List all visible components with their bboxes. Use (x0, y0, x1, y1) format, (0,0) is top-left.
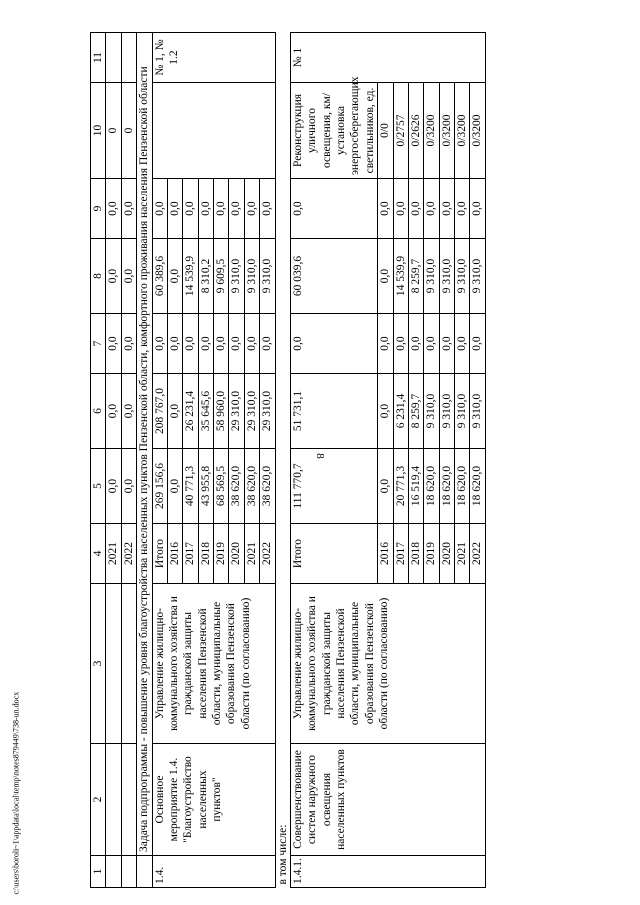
table-cell: 0,0 (198, 179, 213, 239)
table-cell: 18 620,0 (424, 449, 439, 524)
table-cell: 0,0 (183, 314, 198, 374)
table-cell: 38 620,0 (260, 449, 275, 524)
table-cell: 0,0 (152, 179, 167, 239)
table-cell: 2016 (378, 524, 393, 584)
table-cell: 6 231,4 (393, 374, 408, 449)
table-cell: 9 310,0 (439, 239, 454, 314)
task-heading-row (137, 33, 152, 888)
column-number: 2 (91, 744, 106, 856)
table-row (106, 33, 121, 888)
table-cell: 0,0 (470, 179, 485, 239)
table-cell: 2021 (455, 524, 470, 584)
table-cell: 0,0 (121, 239, 136, 314)
table-cell: 0/3200 (455, 83, 470, 179)
table-cell: 0,0 (424, 179, 439, 239)
section-row (275, 33, 290, 888)
table-cell: 2022 (121, 524, 136, 584)
table-cell: 0,0 (455, 314, 470, 374)
item-number: 1.4.1. (290, 856, 485, 888)
empty-cell (106, 744, 121, 856)
table-cell: 0,0 (378, 449, 393, 524)
table-cell: 8 259,7 (408, 374, 423, 449)
table-cell: 0,0 (121, 449, 136, 524)
table-cell: 208 767,0 (152, 374, 167, 449)
table-cell: 9 310,0 (260, 239, 275, 314)
table-cell: 0,0 (260, 314, 275, 374)
table-cell: 9 310,0 (439, 374, 454, 449)
table-cell: 2022 (260, 524, 275, 584)
table-row (121, 33, 136, 888)
table-cell: 269 156,6 (152, 449, 167, 524)
table-row (152, 33, 167, 888)
table-cell: 2019 (424, 524, 439, 584)
table-cell: 9 609,5 (214, 239, 229, 314)
table-cell: 111 770,7 (290, 449, 377, 524)
table-cell: 68 569,5 (214, 449, 229, 524)
table-cell: 0/2626 (408, 83, 423, 179)
empty-cell (121, 33, 136, 83)
table-cell: 60 039,6 (290, 239, 377, 314)
table-cell: 0,0 (121, 374, 136, 449)
table-cell: 0/3200 (424, 83, 439, 179)
link-cell: № 1, № 1.2 (152, 33, 275, 83)
table-cell: 8 310,2 (198, 239, 213, 314)
table-cell: 0,0 (167, 179, 182, 239)
program-table (90, 32, 486, 888)
table-cell: 0,0 (378, 179, 393, 239)
table-cell: 2018 (198, 524, 213, 584)
table-cell: 60 389,6 (152, 239, 167, 314)
table-cell: 0,0 (290, 179, 377, 239)
page-number: 8 (314, 453, 326, 459)
column-number: 11 (91, 33, 106, 83)
table-cell: 35 645,6 (198, 374, 213, 449)
table-cell: 0,0 (393, 179, 408, 239)
table-cell: 14 539,9 (393, 239, 408, 314)
table-cell: 0,0 (439, 179, 454, 239)
column-number: 10 (91, 83, 106, 179)
column-number: 6 (91, 374, 106, 449)
table-cell: 0,0 (229, 179, 244, 239)
table-cell: Итого (152, 524, 167, 584)
table-cell: 38 620,0 (244, 449, 259, 524)
table-cell: 0 (121, 83, 136, 179)
section-label: в том числе: (275, 33, 290, 888)
table-cell: 51 731,1 (290, 374, 377, 449)
table-cell: 0,0 (183, 179, 198, 239)
table-cell: 0,0 (214, 314, 229, 374)
file-path: c:\users\boroli~1\appdata\local\temp\notes879449\738-un.docx (11, 691, 21, 895)
table-cell: 0/2757 (393, 83, 408, 179)
table-cell: 0,0 (424, 314, 439, 374)
table-cell: 8 259,7 (408, 239, 423, 314)
empty-cell (106, 856, 121, 888)
table-cell: Итого (290, 524, 377, 584)
table-cell: 0 (106, 83, 121, 179)
table-cell: 0,0 (378, 239, 393, 314)
table-cell: 0,0 (106, 374, 121, 449)
table-cell: 0,0 (106, 239, 121, 314)
empty-cell (106, 33, 121, 83)
table-cell: 0,0 (455, 179, 470, 239)
table-cell: 0,0 (408, 314, 423, 374)
table-cell: 0,0 (378, 374, 393, 449)
table-cell: 0,0 (152, 314, 167, 374)
table-cell: 0,0 (290, 314, 377, 374)
empty-cell (121, 856, 136, 888)
table-cell: 0,0 (167, 314, 182, 374)
table-cell: 0,0 (167, 239, 182, 314)
table-cell: 0/0 (378, 83, 393, 179)
table-cell: 58 960,0 (214, 374, 229, 449)
table-cell: 2017 (393, 524, 408, 584)
table-cell: 2021 (106, 524, 121, 584)
table-cell: 0,0 (121, 179, 136, 239)
table-cell: 2016 (167, 524, 182, 584)
table-cell: 0/3200 (439, 83, 454, 179)
table-cell: 9 310,0 (244, 239, 259, 314)
table-cell: 0,0 (393, 314, 408, 374)
table-cell: 9 310,0 (229, 239, 244, 314)
column-number: 4 (91, 524, 106, 584)
table-cell: 0,0 (167, 449, 182, 524)
table-cell: 0,0 (439, 314, 454, 374)
table-cell: 0,0 (378, 314, 393, 374)
column-number: 7 (91, 314, 106, 374)
table-cell: 0,0 (244, 314, 259, 374)
column-number: 1 (91, 856, 106, 888)
item-name: Совершенствование систем наружного освещения населенных пунктов (290, 744, 485, 856)
table-cell: 2021 (244, 524, 259, 584)
table-cell: 0,0 (470, 314, 485, 374)
table-cell: 9 310,0 (424, 374, 439, 449)
table-cell: 0,0 (244, 179, 259, 239)
table-cell: 29 310,0 (260, 374, 275, 449)
column-number: 3 (91, 584, 106, 744)
empty-cell (121, 744, 136, 856)
table-cell: 0,0 (106, 449, 121, 524)
indicator (152, 83, 275, 179)
item-name: Основное мероприятие 1.4. "Благоустройство населенных пунктов" (152, 744, 275, 856)
table-row (290, 33, 377, 888)
table-cell: 18 620,0 (470, 449, 485, 524)
table-cell: 9 310,0 (470, 374, 485, 449)
table-cell: 40 771,3 (183, 449, 198, 524)
empty-cell (106, 584, 121, 744)
table-cell: 9 310,0 (455, 374, 470, 449)
table-cell: 9 310,0 (455, 239, 470, 314)
executor: Управление жилищно-коммунального хозяйства и гражданской защиты населения Пензенской области, муниципальные образования Пензенской области (по согласованию) (152, 584, 275, 744)
table-cell: 0,0 (198, 314, 213, 374)
table-cell: 18 620,0 (439, 449, 454, 524)
item-number: 1.4. (152, 856, 275, 888)
empty-cell (137, 856, 152, 888)
table-cell: 29 310,0 (244, 374, 259, 449)
column-number: 5 (91, 449, 106, 524)
table-cell: 0,0 (260, 179, 275, 239)
table-cell: 2020 (439, 524, 454, 584)
table-cell: 14 539,9 (183, 239, 198, 314)
table-cell: 0/3200 (470, 83, 485, 179)
table-cell: 0,0 (408, 179, 423, 239)
link-cell: № 1 (290, 33, 485, 83)
table-cell: 2022 (470, 524, 485, 584)
table-cell: 0,0 (106, 179, 121, 239)
table-cell: 0,0 (229, 314, 244, 374)
table-cell: 20 771,3 (393, 449, 408, 524)
table-cell: 2019 (214, 524, 229, 584)
table-cell: 0,0 (167, 374, 182, 449)
table-cell: 9 310,0 (470, 239, 485, 314)
rotated-page (90, 33, 620, 888)
column-number: 8 (91, 239, 106, 314)
table-cell: 0,0 (106, 314, 121, 374)
table-cell: 2018 (408, 524, 423, 584)
table-cell: 9 310,0 (424, 239, 439, 314)
table-cell: 26 231,4 (183, 374, 198, 449)
table-cell: 2020 (229, 524, 244, 584)
column-number: 9 (91, 179, 106, 239)
column-number-row (91, 33, 106, 888)
table-cell: 18 620,0 (455, 449, 470, 524)
table-cell: 38 620,0 (229, 449, 244, 524)
table-cell: 43 955,8 (198, 449, 213, 524)
table-cell: 2017 (183, 524, 198, 584)
table-cell: 16 519,4 (408, 449, 423, 524)
task-heading: Задача подпрограммы - повышение уровня благоустройства населенных пунктов Пензенской области, комфортного проживания населения Пензенской области (137, 33, 152, 856)
empty-cell (121, 584, 136, 744)
table-cell: 0,0 (214, 179, 229, 239)
executor: Управление жилищно-коммунального хозяйства и гражданской защиты населения Пензенской области, муниципальные образования Пензенской области (по согласованию) (290, 584, 485, 744)
table-cell: 29 310,0 (229, 374, 244, 449)
table-cell: 0,0 (121, 314, 136, 374)
indicator: Реконструкция уличного освещения, км/установка энергосберегающих светильников, ед. (290, 83, 377, 179)
